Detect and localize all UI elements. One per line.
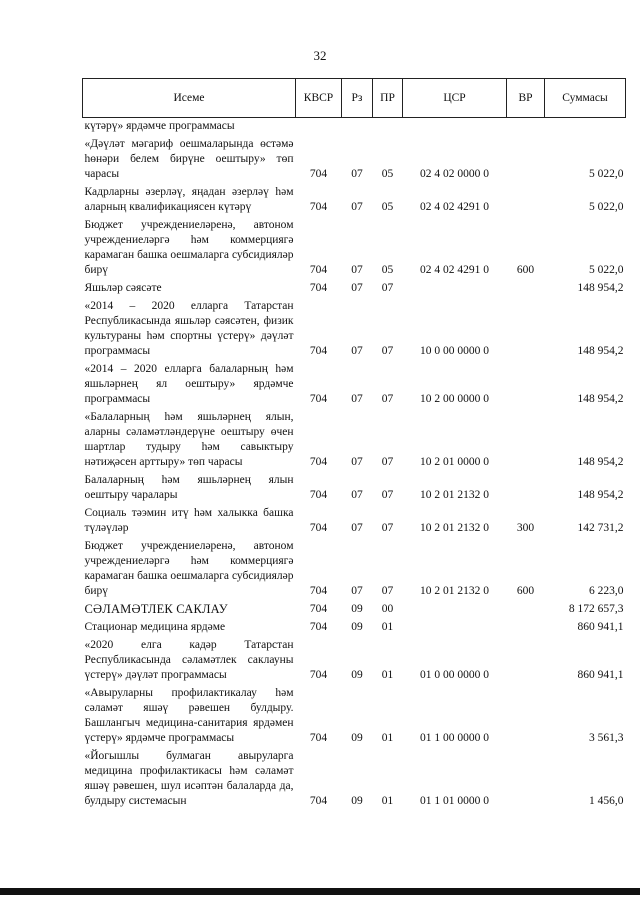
table-header-row xyxy=(83,79,626,118)
cell-rz: 09 xyxy=(351,732,363,744)
cell-csr: 10 2 00 0000 0 xyxy=(420,393,489,405)
header-pr: ПР xyxy=(373,79,403,118)
cell-amount: 6 223,0 xyxy=(589,585,624,597)
scan-edge-bar xyxy=(0,888,640,895)
cell-name: «Дәүләт мәгариф оешмаларында өстәмә һөнәри белем бирүне оештыру» төп чарасы xyxy=(84,138,294,180)
cell-vr xyxy=(507,118,545,137)
cell-amount xyxy=(545,118,626,137)
table-body xyxy=(83,118,626,812)
cell-pr: 01 xyxy=(381,795,394,807)
cell-kvsr: 704 xyxy=(309,669,328,681)
cell-csr: 10 2 01 2132 0 xyxy=(420,522,489,534)
cell-rz: 07 xyxy=(351,201,363,213)
cell-amount: 148 954,2 xyxy=(577,456,624,468)
cell-kvsr: 704 xyxy=(309,621,328,633)
cell-rz: 07 xyxy=(351,489,363,501)
cell-amount: 148 954,2 xyxy=(577,282,624,294)
cell-csr xyxy=(403,601,507,619)
cell-vr xyxy=(507,637,545,685)
cell-csr xyxy=(403,619,507,637)
table-row xyxy=(83,118,626,137)
cell-csr: 02 4 02 0000 0 xyxy=(420,168,489,180)
cell-name: Бюджет учреждениеләренә, автоном учреждениеләргә һәм коммерциягә карамаган башка оешмаларга субсидияләр бирү xyxy=(84,540,294,597)
cell-vr xyxy=(507,685,545,748)
cell-rz xyxy=(342,118,373,137)
cell-csr: 01 1 00 0000 0 xyxy=(420,732,489,744)
cell-amount: 8 172 657,3 xyxy=(568,603,624,615)
header-csr: ЦСР xyxy=(403,79,507,118)
header-kvsr: КВСР xyxy=(296,79,342,118)
table-row xyxy=(83,409,626,472)
cell-pr: 07 xyxy=(381,345,394,357)
cell-kvsr: 704 xyxy=(309,456,328,468)
cell-vr: 300 xyxy=(516,522,535,534)
cell-pr: 07 xyxy=(381,456,394,468)
cell-csr: 02 4 02 4291 0 xyxy=(420,201,489,213)
cell-rz: 07 xyxy=(351,393,363,405)
cell-rz: 09 xyxy=(351,669,363,681)
cell-vr: 600 xyxy=(516,585,535,597)
cell-name: күтәрү» ярдәмче программасы xyxy=(84,120,235,132)
cell-vr xyxy=(507,409,545,472)
cell-name: «Авыруларны профилактикалау һәм сәламәт яшәү рәвешен булдыру. Башлангыч медицина-санитария ярдәмен үстерү» ярдәмче программасы xyxy=(84,687,294,744)
cell-vr xyxy=(507,361,545,409)
cell-rz: 07 xyxy=(351,282,363,294)
page-number: 32 xyxy=(313,48,327,63)
cell-name: Стационар медицина ярдәме xyxy=(84,621,226,633)
cell-csr: 01 0 00 0000 0 xyxy=(420,669,489,681)
cell-pr: 05 xyxy=(381,201,394,213)
cell-rz: 09 xyxy=(351,621,363,633)
cell-pr: 01 xyxy=(381,732,394,744)
cell-rz: 07 xyxy=(351,345,363,357)
cell-rz: 07 xyxy=(351,168,363,180)
cell-pr: 07 xyxy=(381,489,394,501)
cell-name: Бюджет учреждениеләренә, автоном учреждениеләргә һәм коммерциягә карамаган башка оешмаларга субсидияләр бирү xyxy=(84,219,294,276)
cell-pr: 01 xyxy=(381,669,394,681)
cell-vr xyxy=(507,472,545,505)
cell-pr: 07 xyxy=(381,522,394,534)
cell-csr xyxy=(403,118,507,137)
cell-name: «2020 елга кадәр Татарстан Республикасында сәламәтлек саклауны үстерү» дәүләт программасы xyxy=(84,639,294,681)
cell-name: Социаль тәэмин итү һәм халыкка башка түләүләр xyxy=(84,507,294,534)
table-row xyxy=(83,505,626,538)
cell-kvsr: 704 xyxy=(309,345,328,357)
table-row xyxy=(83,601,626,619)
table-row xyxy=(83,685,626,748)
header-amount: Суммасы xyxy=(545,79,626,118)
cell-csr: 10 2 01 0000 0 xyxy=(420,456,489,468)
cell-kvsr: 704 xyxy=(309,282,328,294)
cell-csr: 10 2 01 2132 0 xyxy=(420,489,489,501)
table-row xyxy=(83,619,626,637)
table-row xyxy=(83,361,626,409)
cell-kvsr: 704 xyxy=(309,603,328,615)
cell-amount: 1 456,0 xyxy=(589,795,624,807)
cell-name: «2014 – 2020 елларга Татарстан Республикасында яшьләр сәясәтен, физик культураны һәм спортны үстерү» дәүләт программасы xyxy=(84,300,294,357)
cell-rz: 07 xyxy=(351,585,363,597)
cell-amount: 148 954,2 xyxy=(577,393,624,405)
cell-kvsr: 704 xyxy=(309,168,328,180)
table-row xyxy=(83,748,626,811)
table-row xyxy=(83,538,626,601)
cell-vr xyxy=(507,619,545,637)
cell-amount: 148 954,2 xyxy=(577,489,624,501)
cell-vr xyxy=(507,136,545,184)
cell-csr: 02 4 02 4291 0 xyxy=(420,264,489,276)
cell-csr: 01 1 01 0000 0 xyxy=(420,795,489,807)
cell-amount: 5 022,0 xyxy=(589,168,624,180)
cell-kvsr: 704 xyxy=(309,489,328,501)
cell-rz: 07 xyxy=(351,456,363,468)
cell-pr: 07 xyxy=(381,393,394,405)
table-row xyxy=(83,298,626,361)
cell-kvsr: 704 xyxy=(309,585,328,597)
table-row xyxy=(83,637,626,685)
cell-pr xyxy=(373,118,403,137)
cell-vr xyxy=(507,280,545,298)
cell-pr: 05 xyxy=(381,264,394,276)
budget-table xyxy=(82,78,626,811)
header-vr: ВР xyxy=(507,79,545,118)
cell-name: СӘЛАМӘТЛЕК САКЛАУ xyxy=(84,602,228,616)
cell-rz: 09 xyxy=(351,603,363,615)
cell-kvsr: 704 xyxy=(309,264,328,276)
cell-pr: 05 xyxy=(381,168,394,180)
cell-amount: 860 941,1 xyxy=(577,621,624,633)
cell-csr: 10 0 00 0000 0 xyxy=(420,345,489,357)
cell-csr: 10 2 01 2132 0 xyxy=(420,585,489,597)
table-row xyxy=(83,184,626,217)
cell-vr xyxy=(507,298,545,361)
cell-name: Яшьләр сәясәте xyxy=(84,282,162,294)
cell-kvsr: 704 xyxy=(309,201,328,213)
table-row xyxy=(83,136,626,184)
cell-kvsr: 704 xyxy=(309,393,328,405)
cell-vr xyxy=(507,748,545,811)
cell-amount: 5 022,0 xyxy=(589,264,624,276)
cell-name: Балаларның һәм яшьләрнең ялын оештыру чаралары xyxy=(84,474,294,501)
cell-pr: 07 xyxy=(381,585,394,597)
cell-vr xyxy=(507,601,545,619)
table-row xyxy=(83,217,626,280)
cell-name: «2014 – 2020 елларга балаларның һәм яшьләрнең ял оештыру» ярдәмче программасы xyxy=(84,363,294,405)
cell-amount: 148 954,2 xyxy=(577,345,624,357)
cell-kvsr: 704 xyxy=(309,795,328,807)
cell-kvsr: 704 xyxy=(309,522,328,534)
table-row xyxy=(83,472,626,505)
table-row xyxy=(83,280,626,298)
cell-kvsr xyxy=(296,118,342,137)
cell-csr xyxy=(403,280,507,298)
cell-amount: 860 941,1 xyxy=(577,669,624,681)
cell-rz: 07 xyxy=(351,264,363,276)
header-name: Исеме xyxy=(83,79,296,118)
cell-pr: 07 xyxy=(381,282,394,294)
cell-kvsr: 704 xyxy=(309,732,328,744)
cell-vr xyxy=(507,184,545,217)
cell-rz: 07 xyxy=(351,522,363,534)
cell-name: Кадрларны әзерләү, яңадан әзерләү һәм аларның квалификациясен күтәрү xyxy=(84,186,294,213)
cell-pr: 01 xyxy=(381,621,394,633)
cell-amount: 142 731,2 xyxy=(577,522,624,534)
cell-rz: 09 xyxy=(351,795,363,807)
cell-amount: 3 561,3 xyxy=(589,732,624,744)
cell-amount: 5 022,0 xyxy=(589,201,624,213)
cell-pr: 00 xyxy=(381,603,394,615)
cell-name: «Йогышлы булмаган авыруларга медицина профилактикасы һәм сәламәт яшәү рәвешен, шул исәптән балаларда да, булдыру системасын xyxy=(84,750,294,807)
header-rz: Рз xyxy=(342,79,373,118)
cell-name: «Балаларның һәм яшьләрнең ялын, аларны сәламәтләндерүне оештыру өчен шартлар тудыру һәм савыктыру нәтиҗәсен арттыру» төп чарасы xyxy=(84,411,294,468)
cell-vr: 600 xyxy=(516,264,535,276)
